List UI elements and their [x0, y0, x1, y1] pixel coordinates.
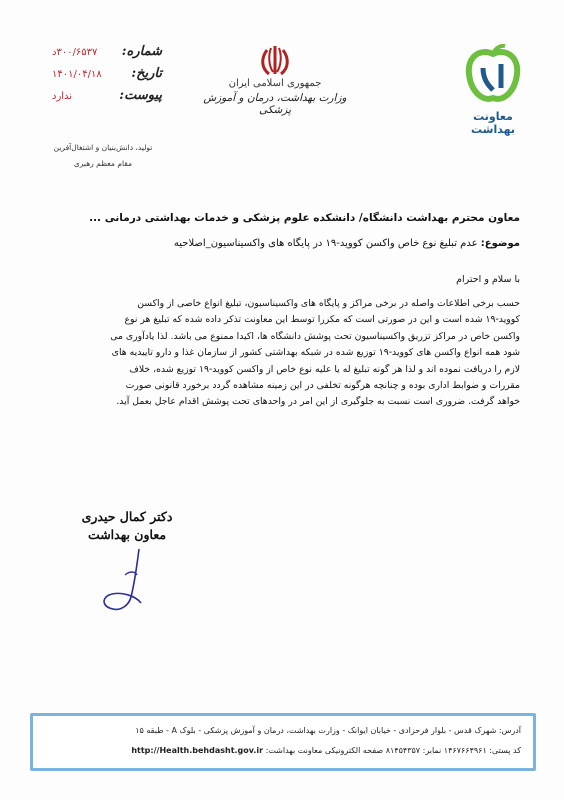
footer-website-link[interactable]: http://Health.behdasht.gov.ir: [131, 746, 264, 755]
date-row: [52, 66, 162, 88]
body-line: واکسن خاص در مراکز تزریق واکسیناسیون تحت پوشش دانشگاه ها، اکیدا ممنوع می باشد. لذا یادآوری می: [110, 330, 520, 342]
attachment-row: [52, 88, 162, 110]
attachment-label: پیوست:: [119, 88, 162, 103]
subject-text: عدم تبلیغ نوع خاص واکسن کووید-۱۹ در پایگاه های واکسیناسیون_اصلاحیه: [173, 238, 478, 249]
number-value: ۳۰۰/۶۵۳۷د: [52, 47, 98, 58]
slogan-text: تولید، دانش‌بنیان و اشتغال‌آفرین: [53, 143, 153, 152]
footer-address: آدرس: شهرک قدس - بلوار فرحزادی - خیابان ایوانک - وزارت بهداشت، درمان و آموزش پزشکی - بلوک A - طبقه ۱۵: [135, 726, 521, 735]
subject-label: موضوع:: [480, 238, 520, 249]
number-row: [52, 44, 162, 66]
greeting: با سلام و احترام: [456, 274, 520, 285]
signatory: [72, 508, 182, 544]
body-line: خواهد گرفت. ضروری است نسبت به جلوگیری از این امر در واحدهای تحت پوشش اقدام عاجل بعمل آید.: [116, 396, 520, 408]
ministry-country: جمهوری اسلامی ایران: [228, 78, 322, 89]
ministry-name: وزارت بهداشت، درمان و آموزش پزشکی: [203, 92, 347, 116]
health-deputy-logo: [450, 44, 536, 136]
body-line: شود همه انواع واکسن های کووید-۱۹ توزیع شده در شبکه بهداشتی کشور از سازمان غذا و دارو تاییدیه های: [111, 347, 520, 359]
date-label: تاریخ:: [131, 66, 162, 81]
signatory-title: معاون بهداشت: [87, 527, 167, 542]
year-slogan: [38, 140, 168, 172]
footer-contact-text: کد پستی: ۱۴۶۷۶۶۴۹۶۱ نمابر: ۸۱۴۵۴۳۵۷ صفحه الکترونیکی معاونت بهداشت:: [265, 746, 521, 755]
logo-text: معاونت بهداشت: [471, 110, 515, 136]
recipient-line: معاون محترم بهداشت دانشگاه/ دانشکده علوم پزشکی و خدمات بهداشتی درمانی ...: [89, 212, 520, 224]
date-value: ۱۴۰۱/۰۴/۱۸: [52, 69, 102, 80]
signatory-name: دکتر کمال حیدری: [81, 509, 173, 524]
apple-logo-icon: [461, 44, 525, 106]
attachment-value: ندارد: [52, 91, 73, 102]
letter-meta: [52, 44, 162, 110]
slogan-attribution: مقام معظم رهبری: [73, 159, 133, 168]
subject-line: [50, 238, 520, 249]
ministry-heading: [200, 78, 350, 116]
handwritten-signature-icon: [95, 545, 155, 615]
body-line: لازم را دریافت نموده اند و لذا هر گونه تبلیغ له یا علیه نوع خاص از واکسن کووید-۱۹ توزیع شده، خلاف: [129, 363, 520, 375]
footer-contact: [131, 746, 521, 755]
letter-body: [38, 296, 520, 411]
body-line: کووید-۱۹ شده است و این در صورتی است که مکررا توسط این معاونت تذکر داده شده که تبلیغ هر نوع: [124, 314, 520, 326]
iran-emblem-icon: [255, 44, 295, 78]
body-line: حسب برخی اطلاعات واصله در برخی مراکز و پایگاه های واکسیناسیون، تبلیغ انواع خاصی از واکسن: [137, 298, 520, 309]
body-line: مقررات و ضوابط اداری بوده و چنانچه هرگونه تخلفی در این زمینه مشاهده گردد برخورد قانونی صورت: [125, 380, 520, 392]
number-label: شماره:: [121, 44, 162, 59]
letter-footer: [30, 713, 536, 771]
